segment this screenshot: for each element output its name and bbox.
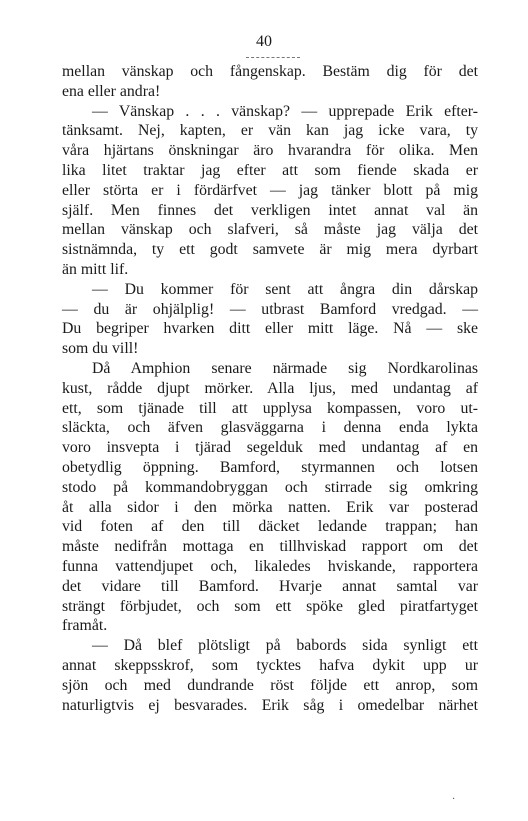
text-line: sistnämnda, ty ett godt samvete är mig mera dyrbart xyxy=(62,241,478,259)
text-line: funna vattendjupet och, likaledes hviskande, rapportera xyxy=(62,557,478,575)
text-line: Du begriper hvarken ditt eller mitt läge. Nå — ske xyxy=(62,320,478,338)
text-line: ett, som tjänade till att upplysa kompassen, voro ut- xyxy=(62,399,478,417)
text-line: kust, rådde djupt mörker. Alla ljus, med undantag af xyxy=(62,379,478,397)
text-line: åt alla sidor i den mörka natten. Erik var posterad xyxy=(62,498,478,516)
text-line: våra hjärtans önskningar äro hvarandra för olika. Men xyxy=(62,142,478,160)
text-line: tänksamt. Nej, kapten, er vän kan jag icke vara, ty xyxy=(62,122,478,140)
text-line: naturligtvis ej besvarades. Erik såg i omedelbar närhet xyxy=(62,696,478,714)
text-line: lika litet traktar jag efter att som fiende skada er xyxy=(62,161,478,179)
text-line: — Du kommer för sent att ångra din dårskap xyxy=(92,280,478,298)
page-number-rule xyxy=(246,57,300,58)
text-line: släckta, och äfven glasväggarna i denna enda lykta xyxy=(62,419,478,437)
text-line: Då Amphion senare närmade sig Nordkarolinas xyxy=(92,359,478,377)
text-line: som du vill! xyxy=(62,340,139,358)
text-line: stodo på kommandobryggan och stirrade sig omkring xyxy=(62,478,478,496)
text-line: själf. Men finnes det verkligen intet annat val än xyxy=(62,201,478,219)
text-line: än mitt lif. xyxy=(62,260,129,278)
print-speck: · xyxy=(452,794,456,805)
text-line: — du är ohjälplig! — utbrast Bamford vredgad. — xyxy=(62,300,478,318)
text-line: strängt förbjudet, och som ett spöke gled piratfartyget xyxy=(62,597,478,615)
text-line: vid foten af den till däcket ledande trappan; han xyxy=(62,518,478,536)
text-line: obetydlig öppning. Bamford, styrmannen och lotsen xyxy=(62,458,478,476)
text-line: mellan vänskap och fångenskap. Bestäm dig för det xyxy=(62,63,478,80)
text-line: eller störta er i fördärfvet — jag tänker blott på mig xyxy=(62,181,478,199)
text-line: ena eller andra! xyxy=(62,82,161,100)
text-line: voro insvepta i tjärad segelduk med undantag af en xyxy=(62,439,478,457)
text-line: — Vänskap . . . vänskap? — upprepade Erik efter- xyxy=(92,102,478,120)
text-line: det vidare till Bamford. Hvarje annat samtal var xyxy=(62,577,478,595)
text-line: måste nedifrån mottaga en tillhviskad rapport om det xyxy=(62,538,478,556)
text-line: sjön och med dundrande röst följde ett anrop, som xyxy=(62,676,478,694)
text-line: — Då blef plötsligt på babords sida synligt ett xyxy=(92,637,478,655)
page-number: 40 xyxy=(256,33,272,50)
text-line: annat skeppsskrof, som tycktes hafva dykit upp ur xyxy=(62,656,478,674)
text-line: mellan vänskap och slafveri, så måste jag välja det xyxy=(62,221,478,239)
body-text xyxy=(62,62,478,715)
text-line: framåt. xyxy=(62,617,108,635)
